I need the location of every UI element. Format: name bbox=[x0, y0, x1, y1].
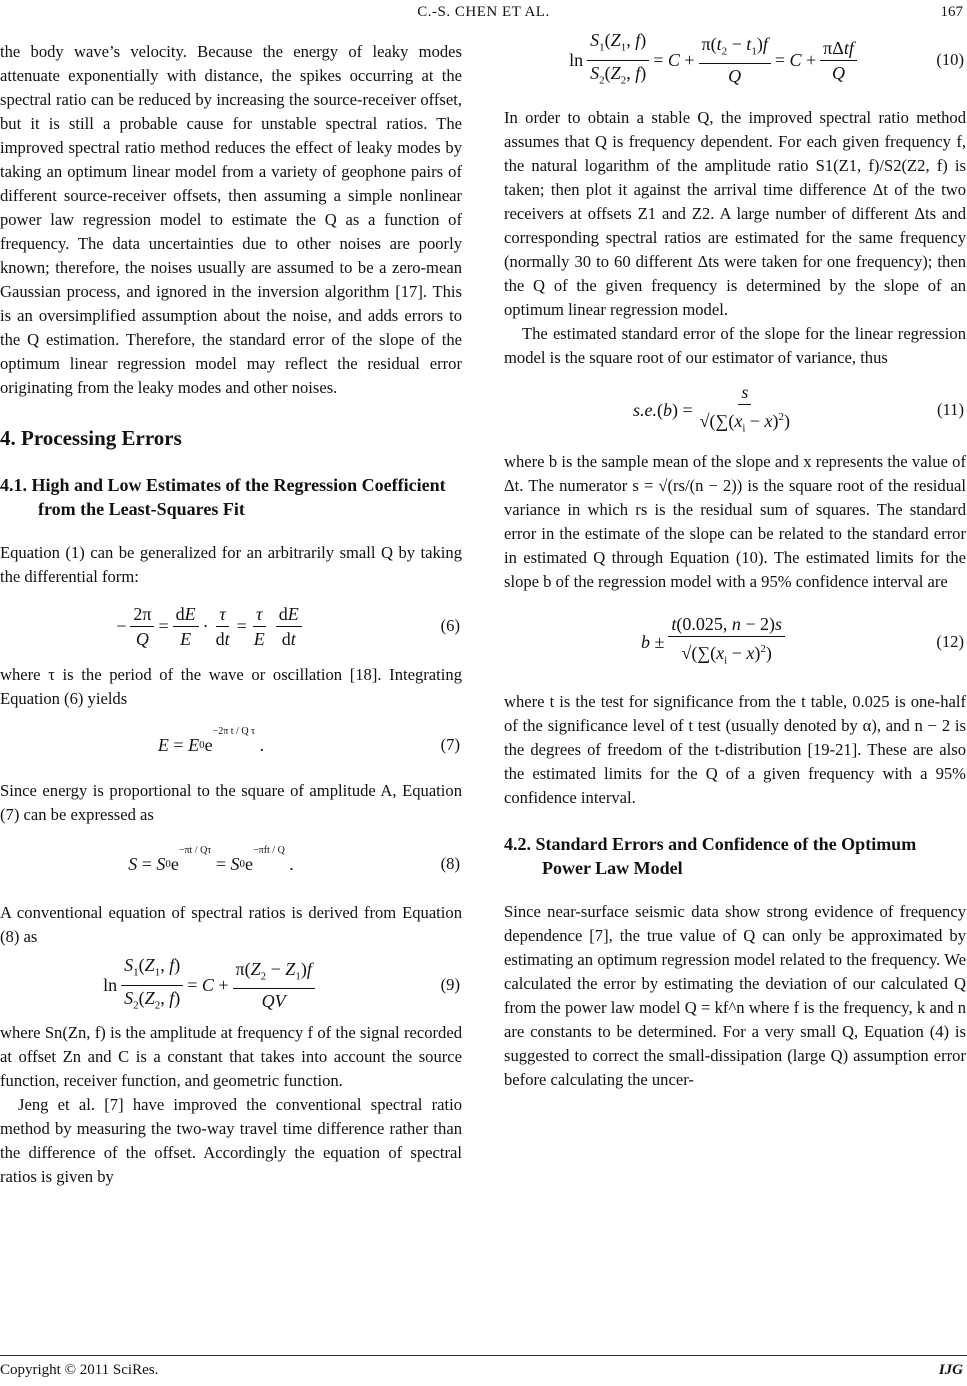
equation-10-number: (10) bbox=[936, 50, 964, 69]
equation-7-number: (7) bbox=[440, 735, 460, 754]
copyright-text: Copyright © 2011 SciRes. bbox=[0, 1362, 159, 1378]
equation-8-body: S = S 0 e −πt / Qτ = S 0 e −πft / Q . bbox=[128, 844, 294, 874]
section-4-1-heading: 4.1. High and Low Estimates of the Regression Coefficient from the Least-Squares Fit bbox=[0, 475, 446, 519]
section-4-heading: 4. Processing Errors bbox=[0, 426, 182, 450]
page-number: 167 bbox=[940, 4, 963, 20]
left-paragraph-3: where τ is the period of the wave or oscillation [18]. Integrating Equation (6) yields bbox=[0, 665, 462, 708]
equation-10-body: ln $\frac{S_1(Z_1, f)}{S_2(Z_2, f)}$ = C + $\frac{\pi(t_2 - t_1)f}{Q}$ = C + $\frac{\text{πΔtf}}{Q}$ bbox=[504, 24, 926, 96]
equation-12-body: b ± $\frac{t(0.025, n - 2)s}{√(\sum(x_i - x)^2)}$ bbox=[504, 594, 926, 690]
right-paragraph-4: where t is the test for significance from the t table, 0.025 is one-half of the significance level of t test (usually denoted by α), and n − 2 is the degrees of freedom of the t-distribution [19-21]. These are also the estimated limits for the Q of a given frequency with a 95% confidence interval. bbox=[504, 692, 966, 807]
right-paragraph-3: where b is the sample mean of the slope and x represents the value of Δt. The numerator s = √(rs/(n − 2)) is the square root of the residual variance in which rs is the residual sum of squares. The standard error in the estimate of the slope can be related to the standard error in estimated Q through Equation (10). The estimated limits for the slope b of the regression model with a 95% confidence interval are bbox=[504, 452, 966, 591]
equation-7 bbox=[0, 711, 462, 779]
right-paragraph-2: The estimated standard error of the slope for the linear regression model is the square root of our estimator of variance, thus bbox=[504, 324, 966, 367]
equation-8-number: (8) bbox=[440, 854, 460, 873]
equation-10 bbox=[504, 24, 966, 96]
footer-rule bbox=[0, 1355, 967, 1356]
equation-12-number: (12) bbox=[936, 632, 964, 651]
equation-12 bbox=[504, 594, 966, 690]
right-paragraph-1: In order to obtain a stable Q, the improved spectral ratio method assumes that Q is frequency dependent. For each given frequency f, the natural logarithm of the amplitude ratio S1(Z1, f)/S2(Z2, f) is taken; then plot it against the arrival time difference Δt of the two receivers at offsets Z1 and Z2. A large number of different Δts and corresponding spectral ratios are estimated for the same frequency (normally 30 to 60 different Δts were taken for one frequency); then the Q of the given frequency is determined by the slope of an optimum linear regression model. bbox=[504, 108, 966, 319]
left-column bbox=[0, 40, 462, 1189]
left-paragraph-6: where Sn(Zn, f) is the amplitude at frequency f of the signal recorded at offset Zn and C is a constant that takes into account the source function, receiver function, and geometric function. bbox=[0, 1023, 462, 1090]
page-header bbox=[0, 4, 967, 24]
equation-9-body: ln $\frac{S_1(Z_1, f)}{S_2(Z_2, f)}$ = C + $\frac{\pi(Z_2 - Z_1)f}{QV}$ bbox=[0, 949, 422, 1021]
running-title: C.-S. CHEN ET AL. bbox=[417, 4, 550, 20]
left-paragraph-7: Jeng et al. [7] have improved the conventional spectral ratio method by measuring the two-way travel time difference rather than the difference of the offset. Accordingly the equation of spectral ratios is given by bbox=[0, 1095, 462, 1186]
equation-11 bbox=[504, 370, 966, 450]
equation-8 bbox=[0, 827, 462, 901]
equation-9 bbox=[0, 949, 462, 1021]
left-paragraph-5: A conventional equation of spectral ratios is derived from Equation (8) as bbox=[0, 903, 462, 946]
journal-abbrev: IJG bbox=[938, 1362, 963, 1378]
equation-6-body: − $\frac{2\pi}{Q}$ = $\frac{dE}{E}$ · $\frac{\tau}{dt}$ = $\frac{\tau}{E}$ $\frac{dE}{dt}$ bbox=[0, 589, 422, 663]
equation-6 bbox=[0, 589, 462, 663]
left-paragraph-2: Equation (1) can be generalized for an arbitrarily small Q by taking the differential form: bbox=[0, 543, 462, 586]
equation-9-number: (9) bbox=[440, 975, 460, 994]
right-column bbox=[504, 29, 966, 1092]
equation-11-number: (11) bbox=[936, 400, 964, 419]
equation-11-body: s.e. ( b ) = $\frac{s}{√(\sum(x_i - x)^2)}$ bbox=[632, 381, 791, 435]
right-paragraph-5: Since near-surface seismic data show strong evidence of frequency dependence [7], the true value of Q can only be approximated by estimating an optimum regression model related to the frequency. We calculated the error by estimating the deviation of our calculated Q from the power law model Q = kf^n where f is the frequency, k and n are constants to be determined. For a very small Q, Equation (4) is suggested to correct the small-dissipation (large Q) assumption error before calculating the uncer- bbox=[504, 902, 966, 1089]
equation-6-number: (6) bbox=[440, 616, 460, 635]
equation-7-body: E = E 0 e −2π t / Q τ . bbox=[157, 725, 265, 755]
left-paragraph-4: Since energy is proportional to the square of amplitude A, Equation (7) can be expressed as bbox=[0, 781, 462, 824]
left-paragraph-1: the body wave’s velocity. Because the energy of leaky modes attenuate exponentially with distance, the spikes occurring at the spectral ratio can be reduced by increasing the source-receiver offset, but it is still a probable cause for unstable spectral ratios. The improved spectral ratio method reduces the effect of leaky modes by taking an optimum linear model from a variety of geophone pairs of different source-receiver offsets, then assuming a simple nonlinear power law regression model to estimate the Q as a function of frequency. The data uncertainties due to other noises are poorly known; therefore, the noises usually are assumed to be a zero-mean Gaussian process, and ignored in the inversion algorithm [17]. This is an oversimplified assumption about the noise, and adds errors to the Q estimation. Therefore, the standard error of the slope of the optimum linear regression model may reflect the residual error originating from the leaky modes and other noises. bbox=[0, 42, 462, 397]
section-4-2-heading: 4.2. Standard Errors and Confidence of the Optimum Power Law Model bbox=[504, 834, 917, 878]
